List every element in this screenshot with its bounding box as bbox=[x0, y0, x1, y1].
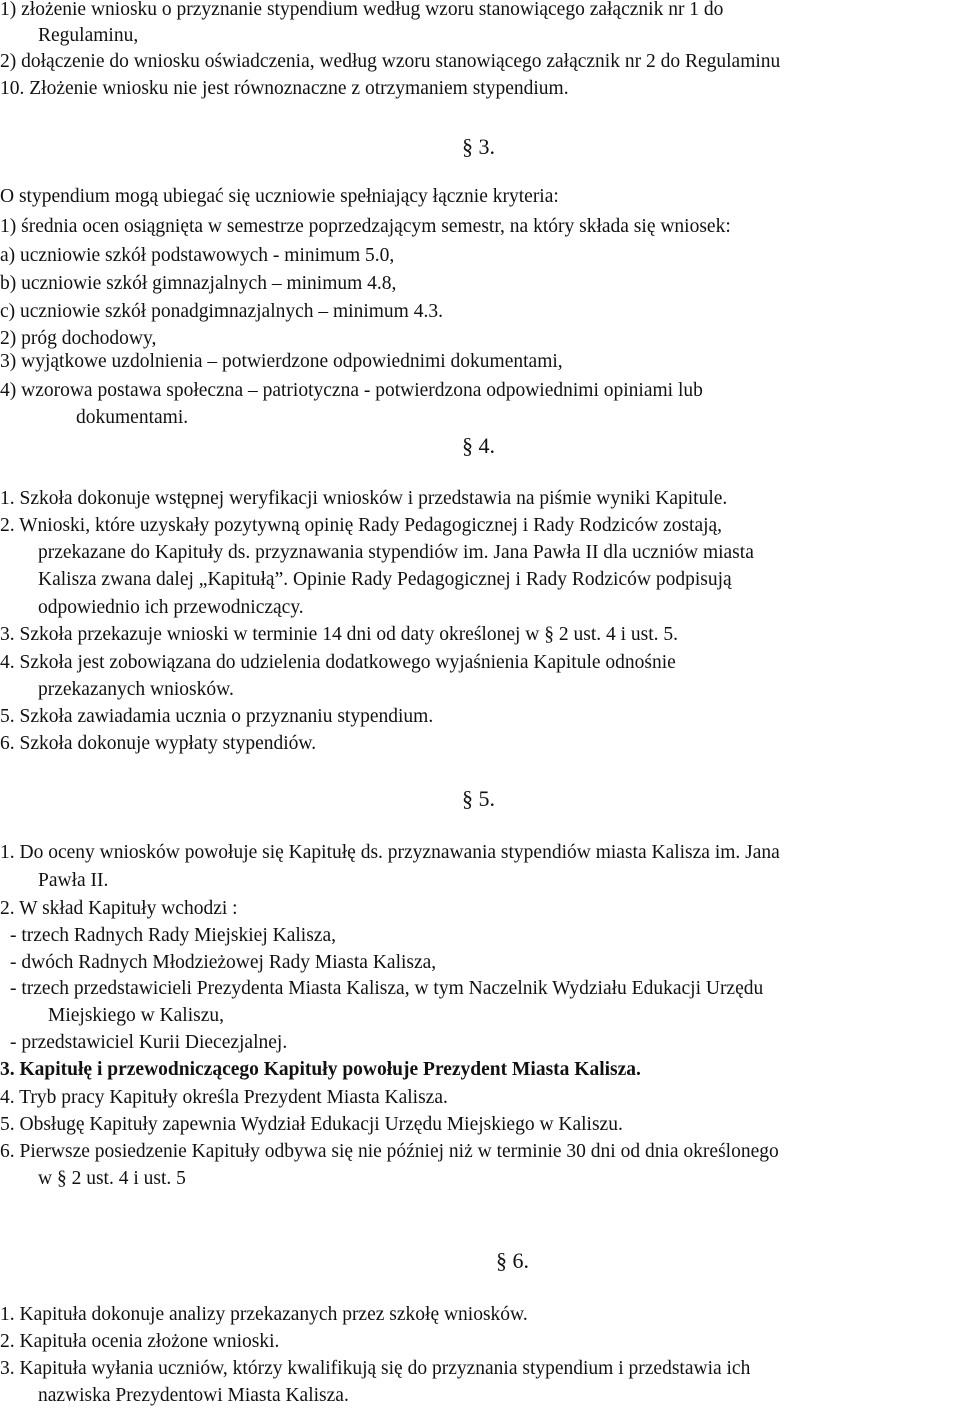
text-line: Pawła II. bbox=[38, 870, 109, 891]
text-line: 5. Obsługę Kapituły zapewnia Wydział Edukacji Urzędu Miejskiego w Kaliszu. bbox=[0, 1114, 623, 1135]
text-line: odpowiednio ich przewodniczący. bbox=[38, 597, 304, 618]
text-line: dokumentami. bbox=[76, 407, 189, 428]
text-line: c) uczniowie szkół ponadgimnazjalnych – minimum 4.3. bbox=[0, 301, 443, 322]
text-line: 2. Wnioski, które uzyskały pozytywną opinię Rady Pedagogicznej i Rady Rodziców zostają, bbox=[0, 515, 723, 536]
text-line: Kalisza zwana dalej „Kapitułą”. Opinie Rady Pedagogicznej i Rady Rodziców podpisują bbox=[38, 569, 732, 590]
paragraph-heading-3: § 3. bbox=[462, 134, 495, 159]
text-line: - dwóch Radnych Młodzieżowej Rady Miasta Kalisza, bbox=[10, 952, 437, 973]
text-line: nazwiska Prezydentowi Miasta Kalisza. bbox=[38, 1385, 349, 1406]
text-line: - przedstawiciel Kurii Diecezjalnej. bbox=[10, 1032, 288, 1053]
text-line: 2) próg dochodowy, bbox=[0, 328, 157, 349]
text-line: przekazane do Kapituły ds. przyznawania stypendiów im. Jana Pawła II dla uczniów miasta bbox=[38, 542, 754, 563]
text-line: 3. Kapitułę i przewodniczącego Kapituły powołuje Prezydent Miasta Kalisza. bbox=[0, 1059, 641, 1080]
text-line: 4) wzorowa postawa społeczna – patriotyczna - potwierdzona odpowiednimi opiniami lub bbox=[0, 380, 703, 401]
text-line: 2) dołączenie do wniosku oświadczenia, według wzoru stanowiącego załącznik nr 2 do Regulaminu bbox=[0, 51, 781, 72]
text-line: 1. Kapituła dokonuje analizy przekazanych przez szkołę wniosków. bbox=[0, 1304, 528, 1325]
paragraph-heading-4: § 4. bbox=[462, 433, 495, 458]
text-line: - trzech Radnych Rady Miejskiej Kalisza, bbox=[10, 925, 336, 946]
text-line: 3. Kapituła wyłania uczniów, którzy kwalifikują się do przyznania stypendium i przedstawia ich bbox=[0, 1358, 751, 1379]
text-line: 6. Pierwsze posiedzenie Kapituły odbywa się nie później niż w terminie 30 dni od dnia określonego bbox=[0, 1141, 779, 1162]
text-line: - trzech przedstawicieli Prezydenta Miasta Kalisza, w tym Naczelnik Wydziału Edukacji Urzędu bbox=[10, 978, 764, 999]
text-line: 1) średnia ocen osiągnięta w semestrze poprzedzającym semestr, na który składa się wniosek: bbox=[0, 216, 731, 237]
text-line: 6. Szkoła dokonuje wypłaty stypendiów. bbox=[0, 733, 317, 754]
text-line: a) uczniowie szkół podstawowych - minimum 5.0, bbox=[0, 245, 395, 266]
text-line: b) uczniowie szkół gimnazjalnych – minimum 4.8, bbox=[0, 273, 397, 294]
text-line: 4. Tryb pracy Kapituły określa Prezydent Miasta Kalisza. bbox=[0, 1087, 448, 1108]
paragraph-heading-5: § 5. bbox=[462, 786, 495, 811]
text-line: 2. W skład Kapituły wchodzi : bbox=[0, 898, 238, 919]
text-line: 1. Szkoła dokonuje wstępnej weryfikacji wniosków i przedstawia na piśmie wyniki Kapitule. bbox=[0, 488, 728, 509]
text-line: 3) wyjątkowe uzdolnienia – potwierdzone odpowiednimi dokumentami, bbox=[0, 351, 563, 372]
text-line: 4. Szkoła jest zobowiązana do udzielenia dodatkowego wyjaśnienia Kapitule odnośnie bbox=[0, 652, 676, 673]
text-line: 10. Złożenie wniosku nie jest równoznaczne z otrzymaniem stypendium. bbox=[0, 78, 569, 99]
text-line: 1) złożenie wniosku o przyznanie stypendium według wzoru stanowiącego załącznik nr 1 do bbox=[0, 0, 724, 20]
text-line: 2. Kapituła ocenia złożone wnioski. bbox=[0, 1331, 280, 1352]
text-line: 1. Do oceny wniosków powołuje się Kapitułę ds. przyznawania stypendiów miasta Kalisza im. Jana bbox=[0, 842, 780, 863]
text-line: O stypendium mogą ubiegać się uczniowie spełniający łącznie kryteria: bbox=[0, 186, 559, 207]
text-line: przekazanych wniosków. bbox=[38, 679, 234, 700]
text-line: w § 2 ust. 4 i ust. 5 bbox=[38, 1168, 186, 1189]
text-line: Miejskiego w Kaliszu, bbox=[48, 1005, 225, 1026]
text-line: 3. Szkoła przekazuje wnioski w terminie 14 dni od daty określonej w § 2 ust. 4 i ust. 5. bbox=[0, 624, 679, 645]
text-line: 5. Szkoła zawiadamia ucznia o przyznaniu stypendium. bbox=[0, 706, 434, 727]
paragraph-heading-6: § 6. bbox=[496, 1248, 529, 1273]
text-line: Regulaminu, bbox=[38, 25, 139, 46]
